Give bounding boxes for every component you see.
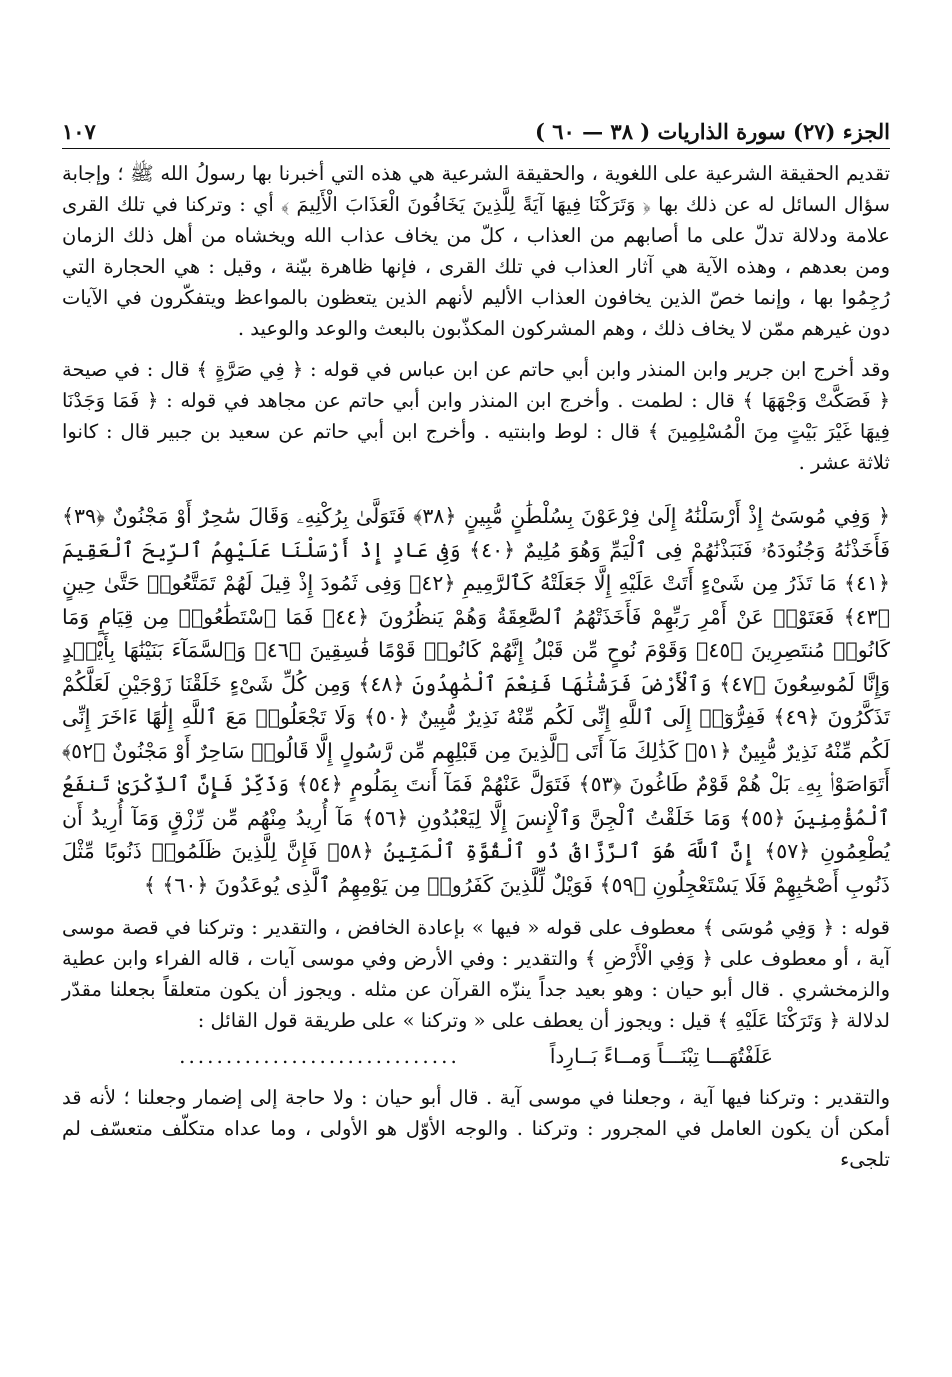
- commentary-paragraph-2: وقد أخرج ابن جرير وابن المنذر وابن أبي حاتم عن ابن عباس في قوله : ﴿ فِي صَرَّةٍ ﴾ قال : في صيحة ﴿ فَصَكَّتْ وَجْهَهَا ﴾ قال : لطمت . وأخرج ابن المنذر وابن أبي حاتم عن مجاهد في قوله : ﴿ فَمَا وَجَدْنَا فِيهَا غَيْرَ بَيْتٍ مِنَ الْمُسْلِمِينَ ﴾ قال : لوط وابنتيه . وأخرج ابن أبي حاتم عن سعيد بن جبير قال : كانوا ثلاثة عشر .: [62, 358, 890, 474]
- page-number: ١٠٧: [62, 119, 96, 144]
- commentary-paragraph-1: تقديم الحقيقة الشرعية على اللغوية ، والحقيقة الشرعية هي هذه التي أخبرنا بها رسولُ الله ﷺ ؛ وإجابة سؤال السائل له عن ذلك بها ﴿ وَتَرَكْنَا فِيهَا آيَةً لِلَّذِينَ يَخَافُونَ الْعَذَابَ الْأَلِيمَ ﴾ أي : وتركنا في تلك القرى علامة ودلالة تدلّ على ما أصابهم من العذاب ، كلّ من يخاف عذاب الله ويخشاه من أهل ذلك الزمان ومن بعدهم ، وهذه الآية هي آثار العذاب في تلك القرى ، فإنها ظاهرة بيّنة ، وقيل : هي الحجارة التي رُجِمُوا بها ، وإنما خصّ الذين يخافون العذاب الأليم لأنهم الذين يتعظون بالمواعظ ويتفكّرون في الآيات دون غيرهم ممّن لا يخاف ذلك ، وهم المشركون المكذّبون بالبعث والوعد والوعيد .: [62, 162, 890, 340]
- page-header: [62, 110, 890, 149]
- quran-verses-38-60: ﴿ وَفِي مُوسَىٰٓ إِذْ أَرْسَلْنَٰهُ إِلَىٰ فِرْعَوْنَ بِسُلْطَٰنٍ مُّبِينٍ ﴿٣٨﴾ فَتَوَلَّىٰ بِرُكْنِهِۦ وَقَالَ سَٰحِرٌ أَوْ مَجْنُونٌ ﴿٣٩﴾ فَأَخَذْنَٰهُ وَجُنُودَهُۥ فَنَبَذْنَٰهُمْ فِى ٱلْيَمِّ وَهُوَ مُلِيمٌ ﴿٤٠﴾ وَفِى عَادٍ إِذْ أَرْسَلْنَا عَلَيْهِمُ ٱلرِّيحَ ٱلْعَقِيمَ ﴿٤١﴾ مَا تَذَرُ مِن شَىْءٍ أَتَتْ عَلَيْهِ إِلَّا جَعَلَتْهُ كَٱلرَّمِيمِ ﴿٤٢﴾ وَفِى ثَمُودَ إِذْ قِيلَ لَهُمْ تَمَتَّعُوا۟ حَتَّىٰ حِينٍ ﴿٤٣﴾ فَعَتَوْا۟ عَنْ أَمْرِ رَبِّهِمْ فَأَخَذَتْهُمُ ٱلصَّٰعِقَةُ وَهُمْ يَنظُرُونَ ﴿٤٤﴾ فَمَا ٱسْتَطَٰعُوا۟ مِن قِيَامٍ وَمَا كَانُوا۟ مُنتَصِرِينَ ﴿٤٥﴾ وَقَوْمَ نُوحٍ مِّن قَبْلُ إِنَّهُمْ كَانُوا۟ قَوْمًا فَٰسِقِينَ ﴿٤٦﴾ وَٱلسَّمَآءَ بَنَيْنَٰهَا بِأَيْي۟دٍ وَإِنَّا لَمُوسِعُونَ ﴿٤٧﴾ وَٱلْأَرْضَ فَرَشْنَٰهَا فَنِعْمَ ٱلْمَٰهِدُونَ ﴿٤٨﴾ وَمِن كُلِّ شَىْءٍ خَلَقْنَا زَوْجَيْنِ لَعَلَّكُمْ تَذَكَّرُونَ ﴿٤٩﴾ فَفِرُّوٓا۟ إِلَى ٱللَّهِ إِنِّى لَكُم مِّنْهُ نَذِيرٌ مُّبِينٌ ﴿٥٠﴾ وَلَا تَجْعَلُوا۟ مَعَ ٱللَّهِ إِلَٰهًا ءَاخَرَ إِنِّى لَكُم مِّنْهُ نَذِيرٌ مُّبِينٌ ﴿٥١﴾ كَذَٰلِكَ مَآ أَتَى ٱلَّذِينَ مِن قَبْلِهِم مِّن رَّسُولٍ إِلَّا قَالُوا۟ سَاحِرٌ أَوْ مَجْنُونٌ ﴿٥٢﴾ أَتَوَاصَوْا۟ بِهِۦ بَلْ هُمْ قَوْمٌ طَاغُونَ ﴿٥٣﴾ فَتَوَلَّ عَنْهُمْ فَمَآ أَنتَ بِمَلُومٍ ﴿٥٤﴾ وَذَكِّرْ فَإِنَّ ٱلذِّكْرَىٰ تَنفَعُ ٱلْمُؤْمِنِينَ ﴿٥٥﴾ وَمَا خَلَقْتُ ٱلْجِنَّ وَٱلْإِنسَ إِلَّا لِيَعْبُدُونِ ﴿٥٦﴾ مَآ أُرِيدُ مِنْهُم مِّن رِّزْقٍ وَمَآ أُرِيدُ أَن يُطْعِمُونِ ﴿٥٧﴾ إِنَّ ٱللَّهَ هُوَ ٱلرَّزَّاقُ ذُو ٱلْقُوَّةِ ٱلْمَتِينُ ﴿٥٨﴾ فَإِنَّ لِلَّذِينَ ظَلَمُوا۟ ذَنُوبًا مِّثْلَ ذَنُوبِ أَصْحَٰبِهِمْ فَلَا يَسْتَعْجِلُونِ ﴿٥٩﴾ فَوَيْلٌ لِّلَّذِينَ كَفَرُوا۟ مِن يَوْمِهِمُ ٱلَّذِى يُوعَدُونَ ﴿٦٠﴾ ﴾: [62, 504, 891, 897]
- poetry-second-hemistich: ..............................: [179, 1044, 460, 1068]
- commentary-paragraph-4: والتقدير : وتركنا فيها آية ، وجعلنا في موسى آية . قال أبو حيان : ولا حاجة إلى إضمار وجعلنا ؛ لأنه قد أمكن أن يكون العامل في المجرور : وتركنا . والوجه الأوّل هو الأولى ، وما عداه متكلّف متعسّف لم تلجىء: [62, 1086, 890, 1171]
- poetry-first-hemistich: عَلَفْتُهَـــا تِبْنَـــاً وَمــاءً بَــارِداً: [549, 1044, 773, 1068]
- commentary-paragraph-3: قوله : ﴿ وَفِي مُوسَى ﴾ معطوف على قوله « فيها » بإعادة الخافض ، والتقدير : وتركنا في قصة موسى آية ، أو معطوف على ﴿ وَفِي الْأَرْضِ ﴾ والتقدير : وفي الأرض وفي موسى آيات ، قاله الفراء وابن عطية والزمخشري . قال أبو حيان : وهو بعيد جداً ينزّه القرآن عن مثله . ويجوز أن يكون متعلقاً بجعلنا مقدّر لدلالة ﴿ وَتَرَكْنَا عَلَيْهِ ﴾ قيل : ويجوز أن يعطف على « وتركنا » على طريقة قول القائل :: [62, 916, 890, 1032]
- page-content: [62, 158, 890, 1175]
- running-title: الجزء (٢٧) سورة الذاريات ( ٣٨ — ٦٠ ): [534, 119, 890, 144]
- poetry-verse: [62, 1038, 890, 1074]
